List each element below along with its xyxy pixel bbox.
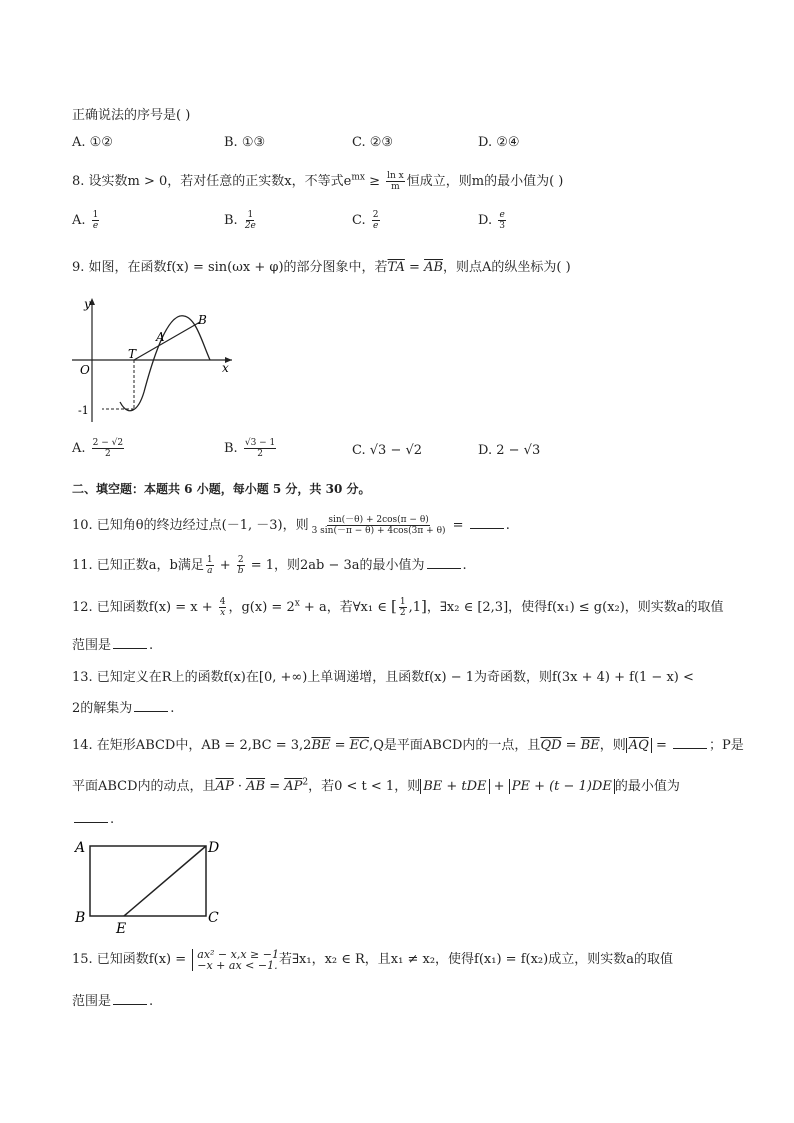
svg-text:D: D [208, 840, 220, 856]
q8-option-b: B. $\frac{1}{2e}$ [224, 210, 256, 231]
q14-rectangle-figure [72, 836, 232, 936]
q8-option-d: D. $\frac{e}{3}$ [478, 210, 505, 231]
q8-option-a: A. $\frac{1}{e}$ [72, 210, 99, 231]
q9-stem: 9. 如图，在函数f(x) = sin(ωx + φ)的部分图象中，若$\overline{TA} = \overline{AB}$，则点A的纵坐标为( ) [72, 260, 571, 275]
svg-text:C: C [208, 910, 219, 926]
svg-text:B: B [198, 313, 207, 327]
q9-sine-graph [72, 292, 242, 427]
q10-stem: 10. 已知角θ的终边经过点(－1, －3)，则 $\frac{\sin(-\theta) + 2\cos(\pi - \theta)}{3 \sin(-\pi - \theta) + 4\cos(3\pi + \theta)}$ = . [72, 515, 510, 536]
rectangle-abcd [90, 846, 206, 916]
q14-line-2: 平面ABCD内的动点，且$\overline{AP} \cdot \overline{AB} = \overline{AP}^2$，若0 < t < 1，则 BE + tDE + PE + (t − 1)DE 的最小值为 [72, 777, 680, 794]
svg-text:T: T [128, 347, 137, 361]
q12-answer-blank[interactable] [113, 648, 147, 649]
q14-answer-blank-2[interactable] [74, 822, 108, 823]
q12-line-1: 12. 已知函数f(x) = x + $\frac{4}{x}$ ，$g(x) = 2^x + a$，若∀x₁ ∈ [ $\frac{1}{2}$ ,1]，∃x₂ ∈ [2,3]，使得f(x₁) ≤ g(x₂)，则实数a的取值 [72, 597, 724, 618]
q8-stem: 8. 设实数m > 0，若对任意的正实数x，不等式$e^{mx}$ ≥ $\frac{\text{ln x}}{m}$ 恒成立，则m的最小值为( ) [72, 171, 564, 192]
q14-answer-blank-1[interactable] [673, 748, 707, 749]
svg-text:O: O [80, 363, 90, 377]
svg-text:y: y [84, 297, 91, 311]
q13-line-1: 13. 已知定义在R上的函数f(x)在[0, +∞)上单调递增，且函数f(x) − 1为奇函数，则f(3x + 4) + f(1 − x) < [72, 670, 694, 685]
q7-stem: 正确说法的序号是( ) [72, 108, 191, 123]
q9-option-b: B. $\frac{√3 - 1}{2}$ [224, 438, 276, 459]
q13-answer-blank[interactable] [134, 711, 168, 712]
q12-line-2: 范围是 . [72, 638, 154, 653]
q14-line-3: . [72, 812, 114, 827]
q13-line-2: 2的解集为 . [72, 701, 175, 716]
q9-option-d: D. 2 − √3 [478, 443, 541, 458]
q9-option-a: A. $\frac{2 - √2}{2}$ [72, 438, 124, 459]
q9-option-c: C. √3 − √2 [352, 443, 423, 458]
q11-answer-blank[interactable] [427, 568, 461, 569]
q7-option-c: C. ②③ [352, 135, 394, 150]
svg-text:-1: -1 [78, 404, 89, 417]
q15-line-1: 15. 已知函数f(x) = ax² − x,x ≥ −1 −x + ax < −1. 若∃x₁，x₂ ∈ R，且x₁ ≠ x₂，使得f(x₁) = f(x₂)成立，则实数a的取值 [72, 947, 673, 972]
q11-stem: 11. 已知正数a，b满足 $\frac{1}{a}$ + $\frac{2}{b}$ = 1，则2ab − 3a的最小值为 . [72, 555, 467, 576]
q7-option-a: A. ①② [72, 135, 113, 150]
q15-line-2: 范围是 . [72, 994, 154, 1009]
q10-answer-blank[interactable] [470, 528, 504, 529]
svg-text:x: x [222, 361, 229, 375]
segment-ed [124, 846, 206, 916]
svg-text:E: E [116, 921, 127, 936]
q15-answer-blank[interactable] [113, 1004, 147, 1005]
svg-text:A: A [156, 330, 165, 344]
q7-option-d: D. ②④ [478, 135, 520, 150]
section-2-heading: 二、填空题：本题共 6 小题，每小题 5 分，共 30 分。 [72, 482, 371, 496]
svg-text:B: B [75, 910, 86, 926]
q14-line-1: 14. 在矩形ABCD中，AB = $2,BC = 3,2\overline{BE} = \overline{EC},Q$是平面ABCD内的一点，且$\overline{QD} = \overline{BE}$，则 $\overline{AQ}$ = ；P是 [72, 738, 744, 753]
q7-option-b: B. ①③ [224, 135, 266, 150]
svg-text:A: A [75, 840, 86, 856]
q8-option-c: C. $\frac{2}{e}$ [352, 210, 379, 231]
